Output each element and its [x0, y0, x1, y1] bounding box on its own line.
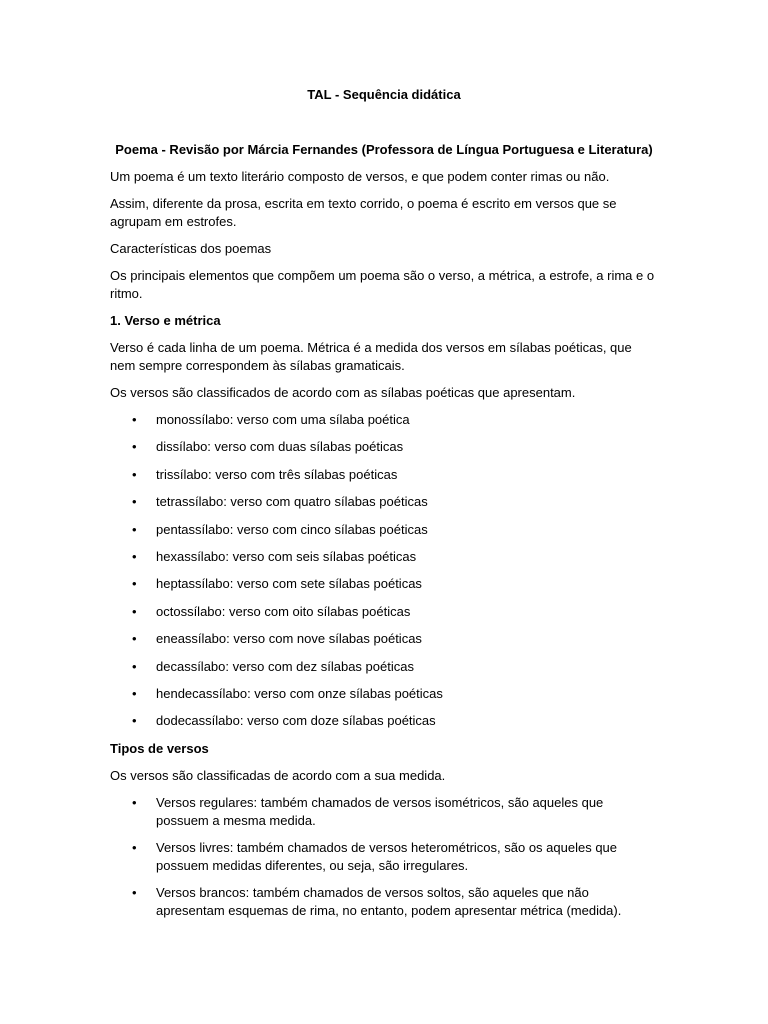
bullet-icon: • [132, 713, 137, 729]
document-title: TAL - Sequência didática [307, 87, 461, 102]
bullet-icon: • [132, 521, 137, 537]
bullet-icon: • [132, 494, 137, 510]
list-item [110, 548, 658, 566]
list-item-text: Versos regulares: também chamados de versos isométricos, são aqueles que possuem a mesma medida. [156, 794, 604, 828]
bullet-icon: • [132, 439, 137, 455]
list-item [110, 603, 658, 621]
list-item-text: trissílabo: verso com três sílabas poéticas [156, 466, 398, 482]
section2-paragraph: Os versos são classificadas de acordo com a sua medida. [110, 767, 446, 783]
section-label-caracteristicas: Características dos poemas [110, 241, 272, 256]
list-item [110, 521, 658, 539]
bullet-icon: • [132, 794, 137, 810]
list-item [110, 438, 658, 456]
list-item-text: hexassílabo: verso com seis sílabas poéticas [156, 548, 417, 564]
section-heading-tipos-versos: Tipos de versos [110, 740, 209, 756]
list-item-text: pentassílabo: verso com cinco sílabas poéticas [156, 521, 428, 537]
list-item [110, 630, 658, 648]
list-item [110, 685, 658, 703]
list-item [110, 884, 658, 920]
list-item [110, 839, 658, 875]
bullet-icon: • [132, 548, 137, 564]
list-item [110, 794, 658, 830]
bullet-icon: • [132, 576, 137, 592]
verse-types-list [110, 794, 658, 920]
list-item-text: Versos livres: também chamados de versos heterométricos, são os aqueles que possuem medidas diferentes, ou seja, são irregulares. [156, 839, 618, 873]
intro-paragraph: Assim, diferente da prosa, escrita em texto corrido, o poema é escrito em versos que se agrupam em estrofes. [110, 196, 617, 229]
bullet-icon: • [132, 466, 137, 482]
list-item-text: eneassílabo: verso com nove sílabas poéticas [156, 631, 422, 647]
list-item [110, 411, 658, 429]
bullet-icon: • [132, 685, 137, 701]
bullet-icon: • [132, 603, 137, 619]
list-item-text: octossílabo: verso com oito sílabas poéticas [156, 603, 411, 619]
list-item [110, 575, 658, 593]
list-item [110, 466, 658, 484]
list-item-text: hendecassílabo: verso com onze sílabas poéticas [156, 685, 443, 701]
list-item-text: Versos brancos: também chamados de versos soltos, são aqueles que não apresentam esquemas de rima, no entanto, podem apresentar métrica (medida). [156, 884, 622, 918]
bullet-icon: • [132, 839, 137, 855]
list-item-text: dissílabo: verso com duas sílabas poéticas [156, 439, 404, 455]
bullet-icon: • [132, 631, 137, 647]
list-item-text: dodecassílabo: verso com doze sílabas poéticas [156, 713, 436, 729]
bullet-icon: • [132, 658, 137, 674]
list-item [110, 712, 658, 730]
intro-paragraph: Um poema é um texto literário composto de versos, e que podem conter rimas ou não. [110, 169, 610, 184]
list-item-text: tetrassílabo: verso com quatro sílabas poéticas [156, 494, 428, 510]
document-content [110, 86, 658, 929]
section-heading-verso-metrica: 1. Verso e métrica [110, 313, 221, 328]
list-item-text: monossílabo: verso com uma sílaba poética [156, 412, 410, 427]
bullet-icon: • [132, 412, 137, 427]
document-subtitle: Poema - Revisão por Márcia Fernandes (Professora de Língua Portuguesa e Literatura) [115, 142, 653, 157]
list-item-text: heptassílabo: verso com sete sílabas poéticas [156, 576, 422, 592]
intro-paragraph: Os principais elementos que compõem um poema são o verso, a métrica, a estrofe, a rima e o ritmo. [110, 268, 655, 301]
list-item-text: decassílabo: verso com dez sílabas poéticas [156, 658, 414, 674]
section1-paragraph: Verso é cada linha de um poema. Métrica é a medida dos versos em sílabas poéticas, que nem sempre correspondem às sílabas gramaticais. [110, 340, 632, 373]
list-item [110, 658, 658, 676]
bullet-icon: • [132, 884, 137, 900]
syllable-classification-list [110, 411, 658, 730]
list-item [110, 493, 658, 511]
section1-paragraph: Os versos são classificados de acordo com as sílabas poéticas que apresentam. [110, 385, 576, 400]
